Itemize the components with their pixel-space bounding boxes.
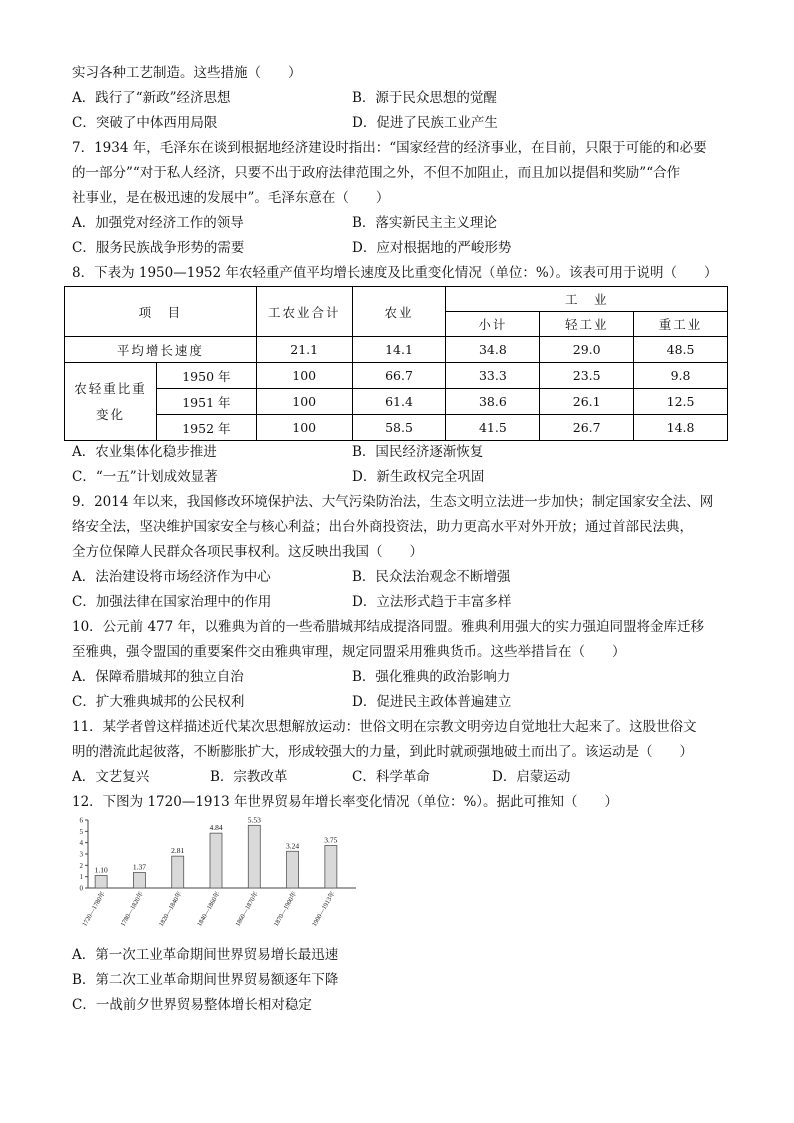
bar xyxy=(287,851,299,888)
q6-stem-tail: 实习各种工艺制造。这些措施（ ） xyxy=(72,65,302,81)
table-year-cell: 1952 年 xyxy=(156,415,256,441)
table-header-heavy: 重工业 xyxy=(634,312,728,337)
q11-option-b[interactable]: B．宗教改革 xyxy=(210,769,288,785)
q8-option-b[interactable]: B．国民经济逐渐恢复 xyxy=(352,444,484,460)
y-tick-label: 1 xyxy=(79,873,83,882)
q9-stem-line1: 9．2014 年以来，我国修改环境保护法、大气污染防治法，生态文明立法进一步加快；制定国家安全法、网 xyxy=(72,494,714,510)
table-row xyxy=(65,363,728,389)
table-cell: 23.5 xyxy=(540,363,634,389)
q11-option-d[interactable]: D．启蒙运动 xyxy=(492,769,571,785)
q10-option-c[interactable]: C．扩大雅典城邦的公民权利 xyxy=(72,694,245,710)
q10-stem-line2: 至雅典，强令盟国的重要案件交由雅典审理，规定同盟采用雅典货币。这些举措旨在（ ） xyxy=(72,644,626,660)
x-category-label: 1900—1913年 xyxy=(311,890,337,928)
bar-value-label: 3.24 xyxy=(286,841,300,851)
table-header-subtotal: 小计 xyxy=(446,312,540,337)
x-category-label: 1870—1900年 xyxy=(272,890,299,928)
y-tick-label: 3 xyxy=(79,850,83,859)
table-cell: 61.4 xyxy=(352,389,446,415)
bar-value-label: 1.37 xyxy=(132,862,146,872)
x-category-label: 1840—1860年 xyxy=(196,890,222,928)
table-cell: 12.5 xyxy=(634,389,728,415)
q8-table xyxy=(64,286,728,441)
bar xyxy=(95,876,107,888)
x-category-label: 1820—1840年 xyxy=(157,890,184,928)
q9-option-c[interactable]: C．加强法律在国家治理中的作用 xyxy=(72,594,272,610)
table-header-light: 轻工业 xyxy=(540,312,634,337)
table-row xyxy=(65,415,728,441)
q8-option-d[interactable]: D．新生政权完全巩固 xyxy=(352,469,485,485)
table-row xyxy=(65,389,728,415)
q11-option-a[interactable]: A．文艺复兴 xyxy=(72,769,150,785)
table-cell: 58.5 xyxy=(352,415,446,441)
q6-option-a[interactable]: A．践行了“新政”经济思想 xyxy=(72,90,231,106)
q9-option-b[interactable]: B．民众法治观念不断增强 xyxy=(352,569,511,585)
bar-value-label: 2.81 xyxy=(171,846,185,856)
bar-value-label: 5.53 xyxy=(247,816,261,825)
q8-stem: 8．下表为 1950—1952 年农轻重产值平均增长速度及比重变化情况（单位：%）。该表可用于说明（ ） xyxy=(72,265,718,281)
table-cell: 26.1 xyxy=(540,389,634,415)
table-cell: 26.7 xyxy=(540,415,634,441)
x-category-label: 1780—1820年 xyxy=(119,890,146,928)
q12-option-c[interactable]: C．一战前夕世界贸易整体增长相对稳定 xyxy=(72,997,312,1013)
table-cell: 33.3 xyxy=(446,363,540,389)
table-year-cell: 1950 年 xyxy=(156,363,256,389)
q7-option-a[interactable]: A．加强党对经济工作的领导 xyxy=(72,215,244,231)
table-cell: 100 xyxy=(256,415,352,441)
table-header-agriculture: 农业 xyxy=(352,287,446,337)
bar-value-label: 3.75 xyxy=(324,835,338,845)
bar xyxy=(248,825,260,888)
table-row-label-ratio xyxy=(65,363,157,441)
table-cell: 14.8 xyxy=(634,415,728,441)
bar-value-label: 4.84 xyxy=(209,823,223,833)
bar xyxy=(210,833,222,888)
q9-option-a[interactable]: A．法治建设将市场经济作为中心 xyxy=(72,569,271,585)
y-tick-label: 4 xyxy=(79,839,83,848)
q12-stem: 12．下图为 1720—1913 年世界贸易年增长率变化情况（单位：%）。据此可推知（ ） xyxy=(72,794,619,810)
y-tick-label: 0 xyxy=(79,884,83,893)
table-header-item: 项 目 xyxy=(65,287,257,337)
q7-option-b[interactable]: B．落实新民主主义理论 xyxy=(352,215,497,231)
q6-option-c[interactable]: C．突破了中体西用局限 xyxy=(72,115,218,131)
q6-option-d[interactable]: D．促进了民族工业产生 xyxy=(352,115,498,131)
bar xyxy=(325,846,337,889)
q7-option-c[interactable]: C．服务民族战争形势的需要 xyxy=(72,240,245,256)
q10-option-a[interactable]: A．保障希腊城邦的独立自治 xyxy=(72,669,244,685)
q10-option-b[interactable]: B．强化雅典的政治影响力 xyxy=(352,669,511,685)
q10-stem-line1: 10．公元前 477 年，以雅典为首的一些希腊城邦结成提洛同盟。雅典利用强大的实力强迫同盟将金库迁移 xyxy=(72,619,705,635)
table-year-cell: 1951 年 xyxy=(156,389,256,415)
table-cell: 100 xyxy=(256,389,352,415)
q7-stem-line2: 的一部分”“对于私人经济，只要不出于政府法律范围之外，不但不加阻止，而且加以提倡和奖励”“合作 xyxy=(72,165,681,181)
table-row-label-average: 平均增长速度 xyxy=(65,337,257,363)
table-cell: 41.5 xyxy=(446,415,540,441)
table-cell: 29.0 xyxy=(540,337,634,363)
bar xyxy=(133,872,145,888)
q7-stem-line3: 社事业，是在极迅速的发展中”。毛泽东意在（ ） xyxy=(72,190,390,206)
table-cell: 14.1 xyxy=(352,337,446,363)
q7-option-d[interactable]: D．应对根据地的严峻形势 xyxy=(352,240,512,256)
table-row-label-ratio-text: 农轻重比重变化 xyxy=(74,380,147,422)
table-row-average xyxy=(65,337,728,363)
q12-option-a[interactable]: A．第一次工业革命期间世界贸易增长最迅速 xyxy=(72,947,339,963)
q12-option-b[interactable]: B．第二次工业革命期间世界贸易额逐年下降 xyxy=(72,972,339,988)
q7-stem-line1: 7．1934 年，毛泽东在谈到根据地经济建设时指出：“国家经营的经济事业，在目前，只限于可能的和必要 xyxy=(72,140,707,156)
q8-option-c[interactable]: C．“一五”计划成效显著 xyxy=(72,469,218,485)
table-cell: 21.1 xyxy=(256,337,352,363)
q11-stem-line1: 11．某学者曾这样描述近代某次思想解放运动：世俗文明在宗教文明旁边自觉地壮大起来了。这股世俗文 xyxy=(72,719,697,735)
y-tick-label: 5 xyxy=(79,827,83,836)
y-tick-label: 6 xyxy=(79,816,83,825)
q9-option-d[interactable]: D．立法形式趋于丰富多样 xyxy=(352,594,512,610)
q9-stem-line2: 络安全法，坚决维护国家安全与核心利益；出台外商投资法，助力更高水平对外开放；通过首部民法典， xyxy=(72,519,693,535)
x-category-label: 1720—1780年 xyxy=(81,890,107,928)
q6-option-b[interactable]: B．源于民众思想的觉醒 xyxy=(352,90,497,106)
table-header-industry: 工 业 xyxy=(446,287,728,312)
table-cell: 38.6 xyxy=(446,389,540,415)
table-cell: 66.7 xyxy=(352,363,446,389)
table-header-total: 工农业合计 xyxy=(256,287,352,337)
bar xyxy=(172,856,184,888)
table-cell: 34.8 xyxy=(446,337,540,363)
y-tick-label: 2 xyxy=(79,861,83,870)
table-cell: 9.8 xyxy=(634,363,728,389)
q11-option-c[interactable]: C．科学革命 xyxy=(352,769,430,785)
bar-value-label: 1.10 xyxy=(94,865,108,875)
q10-option-d[interactable]: D．促进民主政体普遍建立 xyxy=(352,694,512,710)
q9-stem-line3: 全方位保障人民群众各项民事权利。这反映出我国（ ） xyxy=(72,544,423,560)
trade-growth-chart xyxy=(72,816,372,944)
chart-bars xyxy=(80,816,338,928)
table-cell: 48.5 xyxy=(634,337,728,363)
q8-option-a[interactable]: A．农业集体化稳步推进 xyxy=(72,444,217,460)
table-cell: 100 xyxy=(256,363,352,389)
x-category-label: 1860—1870年 xyxy=(234,890,261,928)
q11-stem-line2: 明的潜流此起彼落，不断膨胀扩大，形成较强大的力量，到此时就顽强地破土而出了。该运动是（ ） xyxy=(72,744,693,760)
